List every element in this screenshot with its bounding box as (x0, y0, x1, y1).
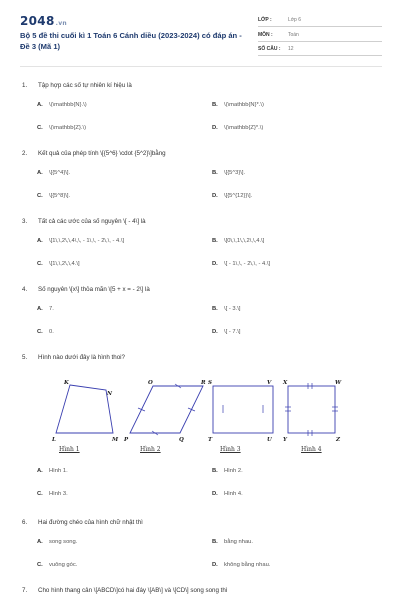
exam-meta (258, 15, 382, 59)
point-label: K (64, 380, 69, 386)
option-c[interactable] (37, 489, 68, 499)
option-b[interactable] (212, 537, 253, 547)
figure-caption: Hình 1 (59, 446, 80, 453)
option-text: \[{5^3}\]. (224, 170, 246, 176)
option-letter: B. (212, 468, 218, 474)
question-number: 3. (22, 218, 28, 225)
option-text: bằng nhau. (224, 539, 254, 545)
point-label: U (267, 437, 272, 443)
option-text: song song. (49, 539, 78, 545)
option-text: \(\mathbb{Z}.\) (49, 125, 87, 131)
option-text: \[{5^4}\]. (49, 170, 71, 176)
option-letter: B. (212, 539, 218, 545)
option-letter: C. (37, 125, 43, 131)
option-text: \(\mathbb{N}*.\) (224, 102, 264, 108)
figure-caption: Hình 2 (140, 446, 161, 453)
option-c[interactable] (37, 123, 86, 133)
option-c[interactable] (37, 191, 70, 201)
option-letter: D. (212, 491, 218, 497)
point-label: Z (336, 437, 341, 443)
option-text: \[{5^8}\]. (49, 193, 71, 199)
option-a[interactable] (37, 168, 70, 178)
question-2 (22, 149, 382, 209)
option-b[interactable] (212, 100, 264, 110)
question-text: Cho hình thang cân \[ABCD\]có hai đáy \[AB\] và \[CD\] song song thì (38, 587, 228, 594)
point-label: S (208, 380, 212, 386)
question-number: 4. (22, 286, 28, 293)
option-text: Hình 3. (49, 491, 68, 497)
point-label: M (112, 437, 119, 443)
option-b[interactable] (212, 236, 264, 246)
point-label: Q (179, 437, 184, 443)
option-letter: A. (37, 170, 43, 176)
option-text: 0. (49, 329, 54, 335)
option-b[interactable] (212, 168, 245, 178)
question-text: Hình nào dưới đây là hình thoi? (38, 354, 125, 361)
option-letter: D. (212, 261, 218, 267)
question-stem (22, 353, 382, 363)
question-number: 5. (22, 354, 28, 361)
question-number: 2. (22, 150, 28, 157)
option-b[interactable] (212, 466, 243, 476)
tick-mark (188, 408, 195, 411)
option-letter: C. (37, 261, 43, 267)
point-label: T (208, 437, 213, 443)
question-text: Số nguyên \[x\] thỏa mãn \[5 + x = - 2\] là (38, 286, 150, 293)
option-text: \[ - 7.\] (224, 329, 241, 335)
option-letter: D. (212, 562, 218, 568)
question-7 (22, 586, 382, 598)
question-stem (22, 149, 382, 159)
option-d[interactable] (212, 191, 252, 201)
rectangle-shape (213, 386, 273, 433)
option-text: vuông góc. (49, 562, 78, 568)
point-label: X (283, 380, 288, 386)
option-letter: D. (212, 193, 218, 199)
option-text: Hình 4. (224, 491, 243, 497)
meta-key: MÔN : (258, 31, 273, 38)
meta-question-count (258, 44, 382, 56)
question-stem (22, 217, 382, 227)
option-d[interactable] (212, 489, 243, 499)
question-3 (22, 217, 382, 277)
question-number: 6. (22, 519, 28, 526)
option-text: \[ - 3.\] (224, 306, 241, 312)
option-text: không bằng nhau. (224, 562, 271, 568)
question-stem (22, 518, 382, 528)
shapes-figure (48, 377, 348, 443)
option-letter: D. (212, 125, 218, 131)
meta-value: 12 (288, 46, 294, 52)
figure-captions (22, 446, 382, 456)
meta-value: Toán (288, 31, 299, 38)
option-text: Hình 2. (224, 468, 243, 474)
option-d[interactable] (212, 327, 240, 337)
question-stem (22, 81, 382, 91)
figure-caption: Hình 4 (301, 446, 322, 453)
option-a[interactable] (37, 466, 68, 476)
option-letter: A. (37, 102, 43, 108)
tick-mark (138, 408, 145, 411)
option-text: \[{5^{12}}\]. (224, 193, 253, 199)
option-letter: B. (212, 306, 218, 312)
option-letter: C. (37, 562, 43, 568)
question-1 (22, 81, 382, 141)
option-d[interactable] (212, 560, 270, 570)
option-text: \(\mathbb{N}.\) (49, 102, 87, 108)
option-letter: C. (37, 329, 43, 335)
option-text: \[1\,\,2\,\,4\,\, - 1\,\, - 2\,\, - 4.\] (49, 238, 125, 244)
point-label: W (335, 380, 342, 386)
question-text: Kết quả của phép tính \[{5^6} \cdot {5^2}\]bằng (38, 150, 166, 157)
point-label: Y (283, 437, 287, 443)
option-b[interactable] (212, 304, 240, 314)
square-shape (288, 386, 335, 433)
page-header (20, 14, 382, 58)
question-number: 1. (22, 82, 28, 89)
point-label: O (148, 380, 153, 386)
header-divider (20, 66, 382, 67)
option-a[interactable] (37, 100, 87, 110)
question-number: 7. (22, 587, 28, 594)
option-letter: D. (212, 329, 218, 335)
option-text: 7. (49, 306, 54, 312)
option-letter: A. (37, 468, 43, 474)
option-letter: B. (212, 102, 218, 108)
meta-grade (258, 15, 382, 27)
logo-suffix: .vn (55, 20, 67, 27)
option-text: \[1\,\,2\,\,4.\] (49, 261, 80, 267)
option-letter: A. (37, 238, 43, 244)
option-d[interactable] (212, 123, 263, 133)
question-4 (22, 285, 382, 345)
point-label: R (201, 380, 206, 386)
point-label: L (52, 437, 56, 443)
option-c[interactable] (37, 560, 77, 570)
option-text: \[0\,\,1\,\,2\,\,4.\] (224, 238, 265, 244)
meta-key: LỚP : (258, 17, 272, 23)
question-5 (22, 353, 382, 365)
option-c[interactable] (37, 259, 80, 269)
option-a[interactable] (37, 236, 124, 246)
option-letter: A. (37, 539, 43, 545)
point-label: P (124, 437, 129, 443)
question-stem (22, 285, 382, 295)
meta-value: Lớp 6 (288, 17, 302, 23)
exam-title: Bộ 5 đề thi cuối kì 1 Toán 6 Cánh diều (2023-2024) có đáp án - Đề 3 (Mã 1) (20, 31, 242, 51)
option-letter: A. (37, 306, 43, 312)
question-stem (22, 586, 382, 596)
option-text: \[ - 1\,\, - 2\,\, - 4.\] (224, 261, 271, 267)
question-text: Tập hợp các số tự nhiên kí hiệu là (38, 82, 132, 89)
option-a[interactable] (37, 304, 54, 314)
option-a[interactable] (37, 537, 77, 547)
point-label: V (267, 380, 272, 386)
question-text: Tất cả các ước của số nguyên \[ - 4\] là (38, 218, 146, 225)
logo-text: 2048 (20, 14, 55, 28)
option-letter: C. (37, 491, 43, 497)
option-d[interactable] (212, 259, 270, 269)
point-label: N (107, 391, 113, 397)
question-5-options (22, 466, 382, 504)
figure-caption: Hình 3 (220, 446, 241, 453)
meta-key: SỐ CÂU : (258, 46, 281, 52)
option-letter: B. (212, 170, 218, 176)
option-text: \(\mathbb{Z}*.\) (224, 125, 264, 131)
option-letter: C. (37, 193, 43, 199)
quadrilateral-shape (56, 385, 113, 433)
question-text: Hai đường chéo của hình chữ nhật thì (38, 519, 143, 526)
option-text: Hình 1. (49, 468, 68, 474)
question-6 (22, 518, 382, 578)
option-letter: B. (212, 238, 218, 244)
meta-subject (258, 30, 382, 42)
option-c[interactable] (37, 327, 54, 337)
